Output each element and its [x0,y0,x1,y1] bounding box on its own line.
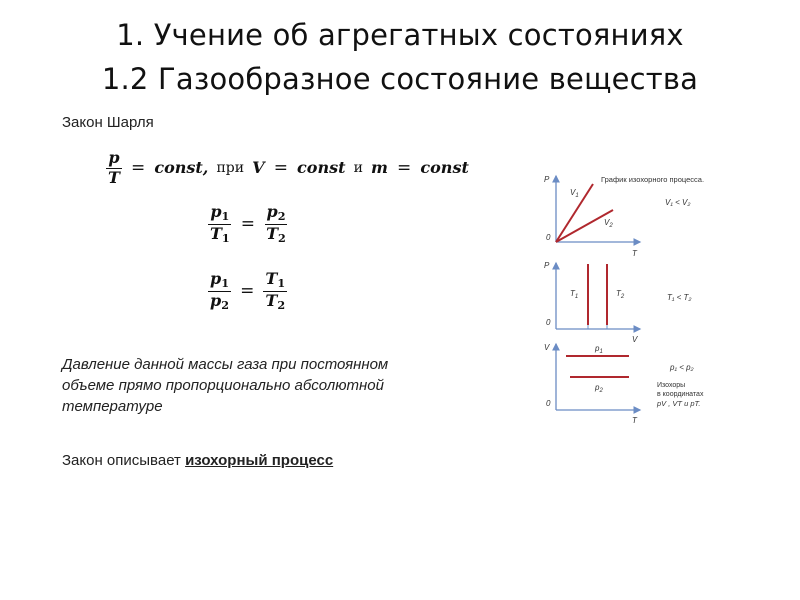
fraction-left [208,204,232,245]
symbol: p [210,290,222,310]
variable-v: V [252,157,265,177]
graph-p-t [544,175,704,258]
origin-label: 0 [546,399,551,408]
summary-prefix: Закон описывает [62,452,186,469]
fraction-right [264,204,288,245]
description-line: температуре [62,398,163,415]
label-t2: $T_2$ [616,289,625,300]
numerator: p [108,148,120,167]
numerator [265,204,288,225]
variable-m: m [371,157,388,177]
numerator [208,271,231,292]
fraction-right [263,271,287,312]
note-line: Изохоры [657,382,686,389]
summary-sentence [62,452,333,469]
graph-p-v [544,261,691,344]
numerator [263,271,287,292]
note-line: в координатах [657,391,704,398]
law-name: Закон Шарля [62,114,154,131]
law-description [62,354,388,417]
formula-ratio-pt [208,204,288,245]
label-t1: $T_1$ [570,289,579,300]
formula-ratio-pp [208,271,287,312]
subscript: 2 [277,298,286,312]
label-p1: $p_1$ [595,344,603,355]
subscript: 1 [277,276,286,291]
word-pri: при [216,160,245,177]
subscript: 1 [221,209,230,224]
relation-t: T₁ < T₂ [667,293,692,302]
y-axis-label: P [544,175,550,184]
equals-sign: = [131,158,146,179]
const-term: const, [154,157,209,177]
y-axis-label: P [544,261,550,270]
slide-title-line-1: 1. Учение об агрегатных состояниях [116,18,684,52]
subscript: 2 [278,231,286,245]
denominator [208,292,231,312]
denominator [264,225,288,245]
const-term: const [420,157,469,177]
subscript: 2 [221,298,229,312]
description-line: объеме прямо пропорционально абсолютной [62,377,384,394]
symbol: T [265,290,278,310]
subscript: 1 [221,231,230,245]
word-and: и [353,160,363,177]
process-name: изохорный процесс [185,452,334,469]
equals-sign: = [240,214,256,235]
equals-sign: = [240,281,255,302]
y-axis-label: V [544,343,550,352]
symbol: T [265,269,278,288]
equals-sign: = [273,158,288,179]
symbol: p [210,202,222,221]
relation-p: p₁ < p₂ [670,363,694,372]
numerator [208,204,231,225]
x-axis-label: V [632,335,638,344]
denominator [208,225,232,245]
x-axis-label: T [632,416,637,425]
symbol: p [210,269,222,288]
relation-v: V₁ < V₂ [665,198,691,207]
x-axis-label: T [632,249,637,258]
label-v2: $V_2$ [604,218,613,229]
isochoric-graphs [535,162,765,432]
subscript: 2 [277,209,286,224]
description-line: Давление данной массы газа при постоянном [62,356,389,373]
note-line: pV , VT и pT. [657,399,701,408]
graph-title: График изохорного процесса. [601,175,705,184]
graph-v-t [544,343,704,425]
label-v1: $V_1$ [570,188,579,199]
formula-main [106,150,469,187]
label-p2: $p_2$ [595,383,603,394]
equals-sign: = [397,158,412,179]
slide-title-line-2: 1.2 Газообразное состояние вещества [101,62,699,96]
symbol: T [210,223,222,243]
origin-label: 0 [546,318,551,327]
fraction-p-over-t [106,150,122,187]
fraction-left [208,271,231,312]
denominator: T [108,167,120,187]
symbol: p [266,202,278,221]
denominator [263,292,287,312]
subscript: 1 [221,276,229,291]
symbol: T [266,223,279,243]
const-term: const [297,157,346,177]
origin-label: 0 [546,233,551,242]
